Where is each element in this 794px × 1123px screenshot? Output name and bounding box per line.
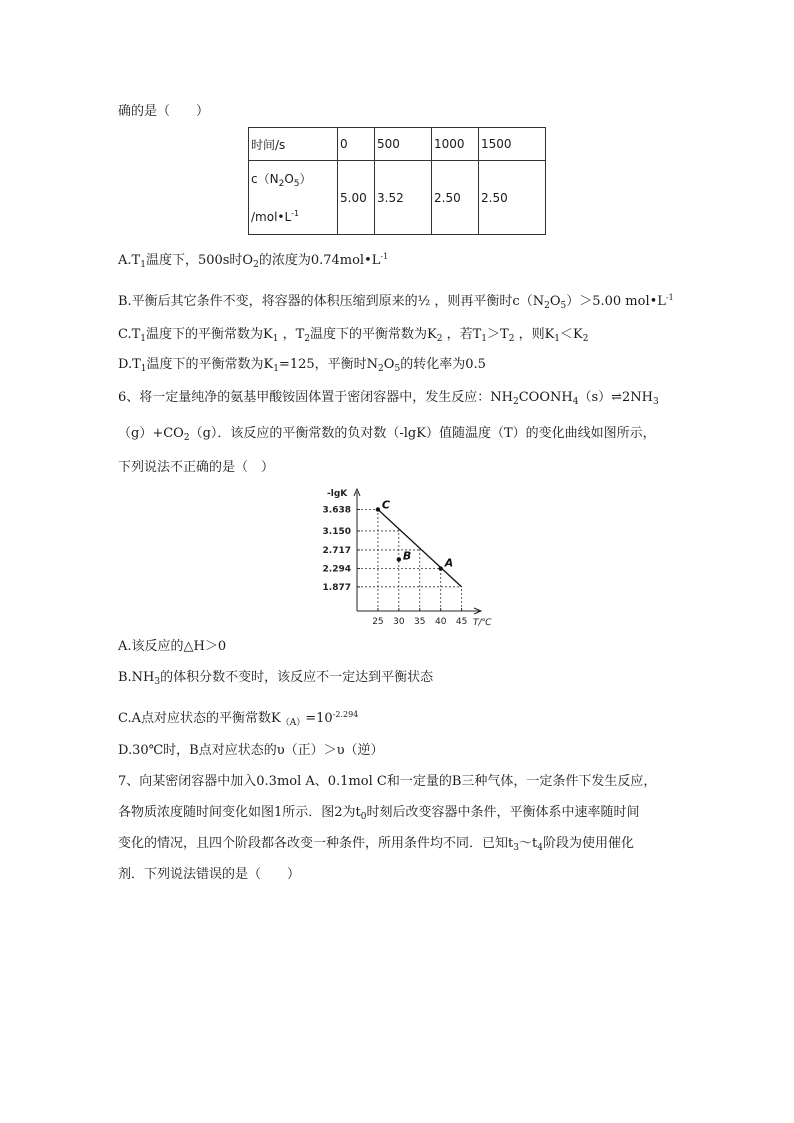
table-header-cell: 1500 — [479, 128, 546, 161]
x-tick-label: 30 — [393, 617, 405, 627]
q5-data-table — [248, 127, 546, 235]
table-row — [249, 161, 546, 235]
series-line — [378, 510, 462, 587]
q7-stem-line-4: 剂．下列说法错误的是（ ） — [118, 867, 301, 882]
q7-stem-line-2: 各物质浓度随时间变化如图1所示．图2为$t_0$时刻后改变容器中条件，平衡体系中速率随时间 — [118, 805, 640, 822]
y-tick-label: 1.877 — [322, 582, 351, 593]
q6-stem-line-3: 下列说法不正确的是（ ） — [118, 460, 275, 475]
x-axis-label: T/℃ — [473, 618, 492, 628]
q5-option-d: $D.T_1$温度下的平衡常数为$K_1=125$，平衡时$N_2O_5$的转化率为0.5 — [118, 357, 486, 374]
q6-stem-line-2: $(g)+CO_2(g)$．该反应的平衡常数的负对数（-lgK）值随温度（T）的变化曲线如图所示， — [118, 426, 656, 443]
q6-option-a: A.该反应的△H＞0 — [118, 639, 227, 654]
x-tick-label: 45 — [455, 617, 468, 627]
q6-option-d: D.30℃时，B点对应状态的υ（正）＞υ（逆） — [118, 743, 384, 758]
point-label-B: B — [402, 549, 412, 563]
q5-option-a: $A.T_1$温度下，500s时$O_2$的浓度为$0.74mol•L^{-1}$ — [118, 252, 389, 270]
point-label-A: A — [444, 556, 454, 570]
point-A — [439, 566, 443, 570]
chart-axes — [354, 489, 481, 614]
q7-stem-line-3: 变化的情况，且四个阶段都各改变一种条件，所用条件均不同．已知$t_3\sim t_4$阶段为使用催化 — [118, 836, 634, 853]
q5-option-c: $C.T_1$温度下的平衡常数为$K_1$ ，$T_2$温度下的平衡常数为$K_2$ ，若$T_1>T_2$ ，则$K_1<K_2$ — [118, 327, 589, 344]
y-tick-label: 2.294 — [322, 564, 351, 575]
y-tick-label: 3.638 — [322, 505, 351, 516]
table-cell: 2.50 — [479, 161, 546, 235]
x-tick-label: 25 — [372, 617, 384, 627]
x-tick-label: 40 — [434, 617, 447, 627]
table-header-row — [249, 128, 546, 161]
q5-stem-tail: 确的是（ ） — [118, 104, 210, 119]
q6-stem-line-1: 6、将一定量纯净的氨基甲酸铵固体置于密闭容器中，发生反应：$NH_2COONH_4(s)\rightleftharpoons 2NH_3$ — [118, 390, 659, 407]
chart-series — [378, 510, 462, 587]
x-tick-label: 35 — [414, 617, 426, 627]
y-axis-label: -lgK — [327, 489, 348, 499]
table-cell: 5.00 — [338, 161, 375, 235]
table-header-cell: 1000 — [432, 128, 479, 161]
table-row-label: $c(N_2O_5)$ $/mol•L^{-1}$ — [249, 161, 338, 235]
q6-chart — [312, 484, 492, 634]
table-header-cell: 500 — [375, 128, 432, 161]
table-header-cell: 0 — [338, 128, 375, 161]
y-tick-label: 3.150 — [322, 526, 351, 537]
table-cell: 3.52 — [375, 161, 432, 235]
q7-stem-line-1: 7、向某密闭容器中加入0.3mol A、0.1mol C和一定量的B三种气体，一定条件下发生反应， — [118, 774, 657, 789]
point-label-C: C — [381, 498, 391, 512]
table-cell: 2.50 — [432, 161, 479, 235]
point-B — [397, 557, 401, 561]
y-tick-label: 2.717 — [322, 545, 351, 556]
q6-option-c: C.A点对应状态的平衡常数$K_{(A)}=10^{-2.294}$ — [118, 710, 359, 728]
q6-option-b: $B.NH_3$的体积分数不变时，该反应不一定达到平衡状态 — [118, 670, 434, 687]
q5-option-b: B.平衡后其它条件不变，将容器的体积压缩到原来的½ ，则再平衡时$c(N_2O_5)>5.00$ $mol•L^{-1}$ — [118, 293, 674, 311]
point-C — [376, 507, 380, 511]
chart-labels — [323, 489, 493, 628]
table-header-cell: 时间/s — [249, 128, 338, 161]
